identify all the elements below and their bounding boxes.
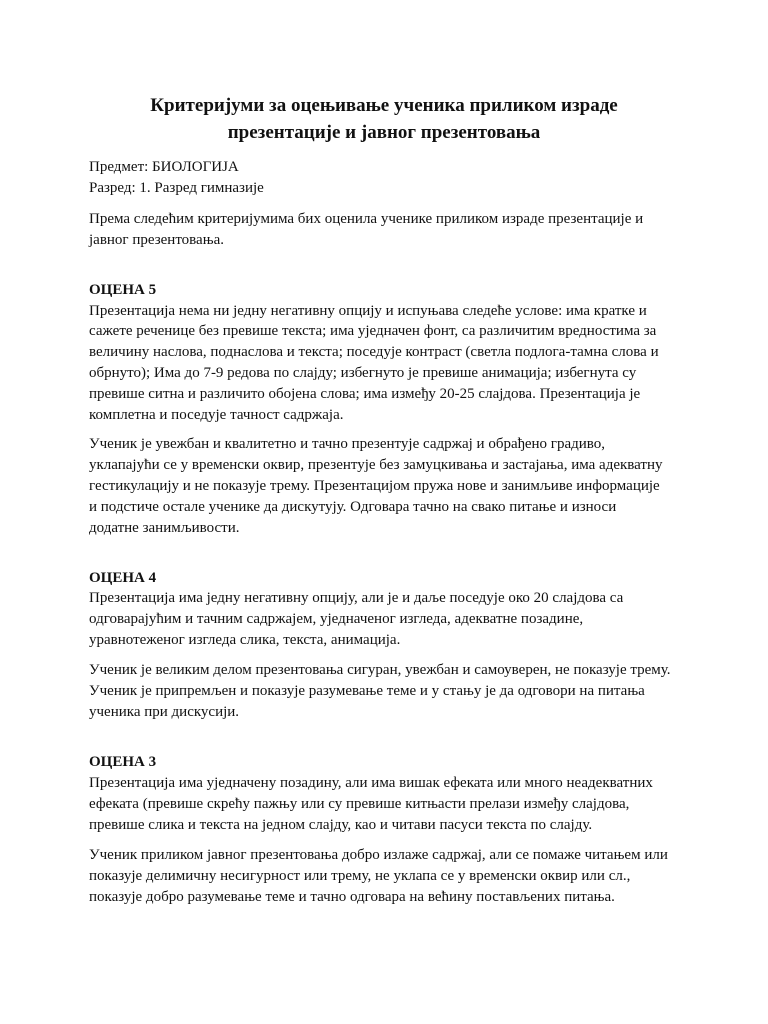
paragraph-line: Ученик приликом јавног презентовања добро излаже садржај, али се помаже читањем или	[89, 847, 668, 863]
paragraph-line: гестикулацију и не показује трему. Презентацијом пружа нове и занимљиве информације	[89, 478, 660, 494]
paragraph-line: Презентација има уједначену позадину, али има вишак ефеката или много неадекватних	[89, 775, 653, 791]
paragraph-line: Ученик је припремљен и показује разумевање теме и у стању је да одговори на питања	[89, 683, 645, 699]
paragraph-line: уклапајући се у временски оквир, презентује без замуцкивања и застајања, има адекватну	[89, 457, 663, 473]
paragraph-line: показује делимичну несигурност или трему, не уклапа се у временски оквир или сл.,	[89, 868, 631, 884]
paragraph-line: Ученик је увежбан и квалитетно и тачно презентује садржај и обрађено градиво,	[89, 436, 605, 452]
paragraph-line: додатне занимљивости.	[89, 520, 240, 536]
paragraph-line: Ученик је великим делом презентовања сигуран, увежбан и самоуверен, не показује трему.	[89, 662, 671, 678]
paragraph-line: показује добро разумевање теме и тачно одговара на већину постављених питања.	[89, 889, 615, 905]
paragraph-line: обрнуто); Има до 7-9 редова по слајду; избегнуто је превише анимација; избегнута су	[89, 365, 637, 381]
section-heading-grade-4: ОЦЕНА 4	[89, 570, 157, 586]
section-heading-grade-3: ОЦЕНА 3	[89, 754, 157, 770]
paragraph-line: комплетна и поседује тачност садржаја.	[89, 407, 344, 423]
paragraph-line: уравнотеженог изгледа слика, текста, анимација.	[89, 632, 401, 648]
paragraph-line: превише слика и текста на једном слајду, као и читави пасуси текста по слајду.	[89, 817, 593, 833]
intro-line: јавног презентовања.	[89, 232, 224, 248]
paragraph-line: превише ситна и различито обојена слова; има између 20-25 слајдова. Презентација је	[89, 386, 641, 402]
paragraph-line: ученика при дискусији.	[89, 704, 240, 720]
document-title-line-2: презентације и јавног презентовања	[227, 122, 541, 143]
intro-line: Према следећим критеријумима бих оценила ученике приликом израде презентације и	[89, 211, 644, 227]
grade-line: Разред: 1. Разред гимназије	[89, 180, 264, 196]
document-title-line-1: Критеријуми за оцењивање ученика приликом израде	[150, 95, 618, 116]
paragraph-line: Презентација има једну негативну опцију, али је и даље поседује око 20 слајдова са	[89, 590, 624, 606]
paragraph-line: и подстиче остале ученике да дискутују. Одговара тачно на свако питање и износи	[89, 499, 617, 515]
section-heading-grade-5: ОЦЕНА 5	[89, 282, 157, 298]
paragraph-line: величину наслова, поднаслова и текста; поседује контраст (светла подлога-тамна слова и	[89, 344, 659, 360]
paragraph-line: ефеката (превише скрећу пажњу или су превише китњасти прелази између слајдова,	[89, 796, 630, 812]
paragraph-line: одговарајућим и тачним садржајем, уједначеног изгледа, адекватне позадине,	[89, 611, 584, 627]
subject-line: Предмет: БИОЛОГИЈА	[89, 159, 239, 175]
paragraph-line: сажете реченице без превише текста; има уједначен фонт, са различитим вредностима за	[89, 323, 657, 339]
paragraph-line: Презентација нема ни једну негативну опцију и испуњава следеће услове: има кратке и	[89, 303, 647, 319]
